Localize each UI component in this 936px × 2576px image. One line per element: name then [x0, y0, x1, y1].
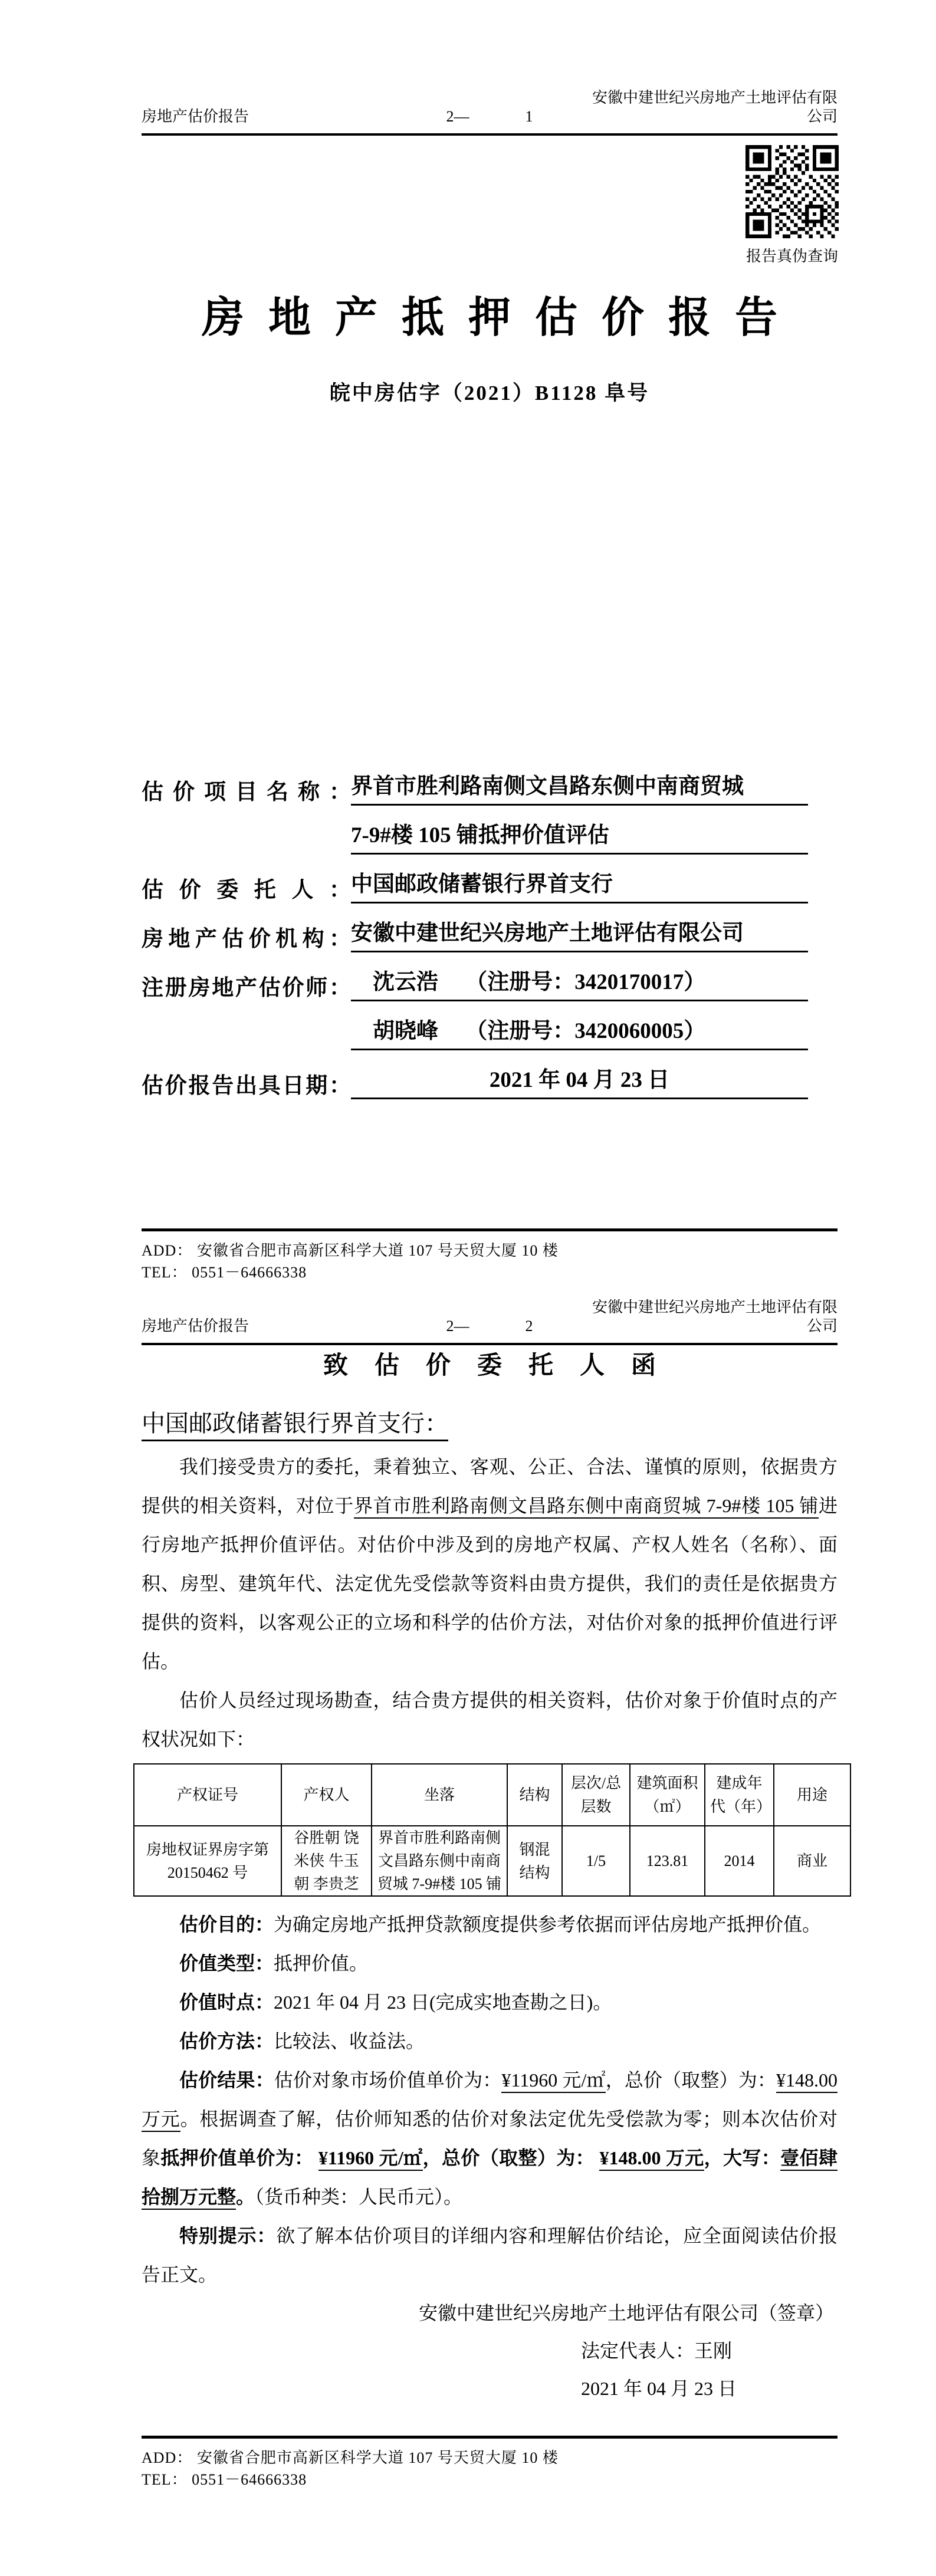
letter-paragraph-1	[142, 1447, 838, 1681]
field-label: 房地产估价机构：	[142, 927, 351, 951]
col-header-structure: 结构	[507, 1764, 562, 1826]
field-row-appraiser-2	[142, 1001, 838, 1050]
page-1-running-footer	[142, 1228, 838, 1283]
notice-text: 欲了解本估价项目的详细内容和理解估价结论，应全面阅读估价报告正文。	[142, 2225, 838, 2285]
result-paragraph	[142, 2061, 838, 2216]
address-line: ADD： 安徽省合肥市高新区科学大道 107 号天贸大厦 10 楼	[142, 1242, 559, 1259]
letter-title: 致估价委托人函	[323, 1352, 682, 1379]
amount-in-words-underlined: 壹佰肆拾捌万元整	[142, 2147, 838, 2210]
field-value: 2021 年 04 月 23 日	[351, 1068, 808, 1099]
running-header-company: 安徽中建世纪兴房地产土地评估有限公司	[592, 89, 838, 125]
page-number	[446, 1317, 533, 1336]
mortgage-total-price-underlined: ¥148.00 万元	[599, 2147, 704, 2171]
col-header-use: 用途	[774, 1764, 850, 1826]
address-line: ADD： 安徽省合肥市高新区科学大道 107 号天贸大厦 10 楼	[142, 2449, 559, 2466]
qr-code	[745, 145, 839, 238]
letter-paragraph-2: 估价人员经过现场勘查，结合贵方提供的相关资料，估价对象于价值时点的产权状况如下：	[142, 1690, 838, 1750]
field-value: 7-9#楼 105 铺抵押价值评估	[351, 823, 808, 855]
page-number-value: 2	[525, 1317, 533, 1335]
notice-paragraph	[142, 2216, 838, 2294]
field-row-client	[142, 855, 838, 903]
signature-block	[142, 2294, 838, 2407]
page-1-running-header	[142, 0, 838, 136]
result-text-bold: ，大写：	[704, 2147, 781, 2168]
col-header-location: 坐落	[372, 1764, 507, 1826]
result-text: （货币种类：人民币元）。	[255, 2186, 463, 2207]
signature-company: 安徽中建世纪兴房地产土地评估有限公司（签章）	[418, 2302, 834, 2324]
mortgage-unit-price-underlined: ¥11960 元/㎡	[318, 2147, 423, 2171]
table-header-row	[134, 1764, 850, 1826]
col-header-year-built: 建成年代（年）	[705, 1764, 774, 1826]
item-label: 价值类型：	[179, 1953, 274, 1974]
item-value-date	[142, 1983, 838, 2022]
result-text-bold: 抵押价值单价为：	[160, 2147, 318, 2168]
field-row-agency	[142, 903, 838, 952]
ownership-table	[133, 1763, 851, 1897]
field-label: 估价委托人：	[142, 878, 351, 902]
field-value: 安徽中建世纪兴房地产土地评估有限公司	[351, 921, 808, 952]
page-number	[446, 107, 533, 126]
field-row-issue-date	[142, 1050, 838, 1099]
field-row-project-name-cont	[142, 806, 838, 855]
cell-location: 界首市胜利路南侧文昌路东侧中南商贸城 7-9#楼 105 铺	[372, 1826, 507, 1896]
item-purpose	[142, 1905, 838, 1944]
salutation	[142, 1408, 838, 1439]
page-number-prefix: 2—	[446, 1317, 469, 1335]
item-label: 估价方法：	[179, 2030, 274, 2052]
cell-owner: 谷胜朝 饶米侠 牛玉朝 李贵芝	[281, 1826, 372, 1896]
item-method	[142, 2022, 838, 2061]
qr-caption: 报告真伪查询	[745, 248, 838, 265]
page-number-prefix: 2—	[446, 108, 469, 125]
running-header-left: 房地产估价报告	[142, 108, 249, 125]
field-label: 估价项目名称：	[142, 780, 351, 804]
cell-cert-no: 房地权证界房字第 20150462 号	[134, 1826, 281, 1896]
underlined-subject-address: 界首市胜利路南侧文昌路东侧中南商贸城 7-9#楼 105 铺	[354, 1495, 819, 1519]
running-header-left: 房地产估价报告	[142, 1317, 249, 1335]
signature-date: 2021 年 04 月 23 日	[581, 2378, 737, 2399]
result-text: 。根据调查了解，估价师知悉的估价对象法定优先受偿款为零；则本次估价对象	[142, 2108, 838, 2168]
col-header-floor: 层次/总层数	[562, 1764, 630, 1826]
field-value: 界首市胜利路南侧文昌路东侧中南商贸城	[351, 774, 808, 806]
result-text-bold: 。	[236, 2186, 255, 2207]
item-text: 为确定房地产抵押贷款额度提供参考依据而评估房地产抵押价值。	[274, 1914, 822, 1935]
item-label: 估价目的：	[179, 1914, 274, 1935]
col-header-area: 建筑面积（㎡）	[630, 1764, 705, 1826]
signature-legal-rep: 法定代表人：王刚	[581, 2340, 733, 2361]
qr-block	[745, 145, 839, 266]
salutation-text: 中国邮政储蓄银行界首支行：	[142, 1410, 448, 1441]
page-number-value: 1	[525, 108, 533, 125]
result-text: 估价对象市场价值单价为：	[274, 2069, 502, 2091]
result-label: 估价结果：	[179, 2069, 274, 2091]
field-label: 注册房地产估价师：	[142, 976, 351, 1000]
result-text-bold: ，总价（取整）为：	[422, 2147, 600, 2168]
item-text: 2021 年 04 月 23 日(完成实地查勘之日)。	[274, 1992, 612, 2013]
table-data-row	[134, 1826, 850, 1896]
unit-price-underlined: ¥11960 元/㎡	[501, 2069, 605, 2093]
cell-area: 123.81	[630, 1826, 705, 1896]
cover-fields	[142, 757, 838, 1099]
field-value: 中国邮政储蓄银行界首支行	[351, 872, 808, 903]
total-price-underlined: ¥148.00 万元	[142, 2069, 838, 2132]
cell-use: 商业	[774, 1826, 850, 1896]
field-label: 估价报告出具日期：	[142, 1074, 351, 1098]
field-value: 胡晓峰 （注册号：3420060005）	[351, 1019, 808, 1050]
paragraph-text: 进行房地产抵押价值评估。对估价中涉及到的房地产权属、产权人姓名（名称）、面积、房型、建筑年代、法定优先受偿款等资料由贵方提供，我们的责任是依据贵方提供的资料，以客观公正的立场和科学的估价方法，对估价对象的抵押价值进行评估。	[142, 1495, 838, 1672]
appraisal-items	[142, 1905, 838, 2061]
telephone-line: TEL： 0551－64666338	[142, 1264, 307, 1281]
notice-label: 特别提示：	[179, 2225, 277, 2246]
paragraph-text: 我们接受贵方的委托，秉着独立、客观、公正、合法、谨慎的原则，依据贵方提供的相关资料，对位于	[142, 1456, 838, 1516]
field-value: 沈云浩 （注册号：3420170017）	[351, 970, 808, 1001]
doc-number: 皖中房估字（2021）B1128 阜号	[329, 382, 650, 405]
field-row-appraiser-1	[142, 952, 838, 1001]
cell-floor: 1/5	[562, 1826, 630, 1896]
col-header-cert-no: 产权证号	[134, 1764, 281, 1826]
page-2	[0, 1289, 936, 2576]
item-text: 比较法、收益法。	[274, 2030, 425, 2052]
page-2-running-header	[142, 1289, 838, 1345]
telephone-line: TEL： 0551－64666338	[142, 2471, 307, 2488]
page-2-running-footer	[142, 2436, 838, 2490]
cell-year-built: 2014	[705, 1826, 774, 1896]
item-label: 价值时点：	[179, 1992, 274, 2013]
cell-structure: 钢混结构	[507, 1826, 562, 1896]
item-text: 抵押价值。	[274, 1953, 369, 1974]
report-title: 房地产抵押估价报告	[201, 294, 802, 341]
result-text: ，总价（取整）为：	[605, 2069, 776, 2091]
running-header-company: 安徽中建世纪兴房地产土地评估有限公司	[592, 1299, 838, 1335]
item-value-type	[142, 1944, 838, 1983]
col-header-owner: 产权人	[281, 1764, 372, 1826]
field-row-project-name	[142, 757, 838, 806]
